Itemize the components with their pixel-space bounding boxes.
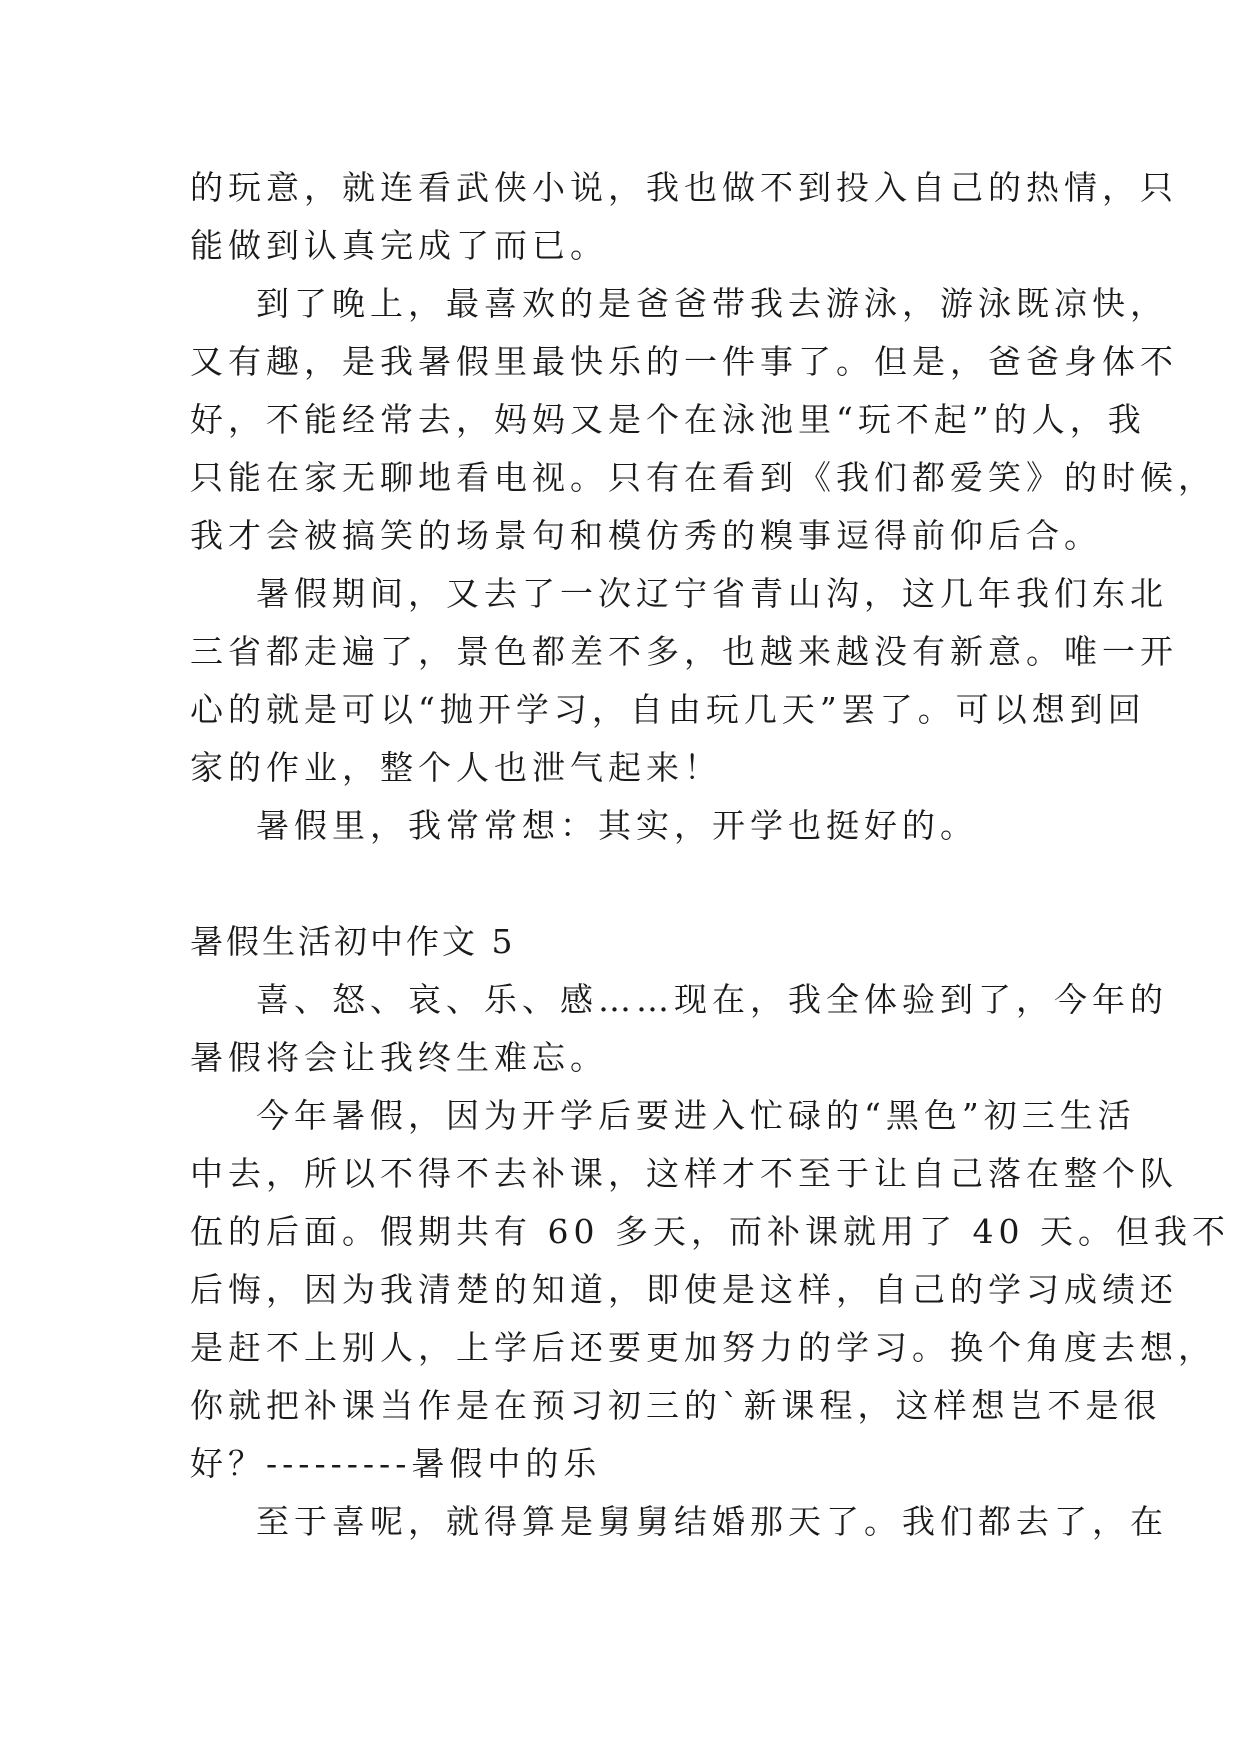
- paragraph-line: 三省都走遍了，景色都差不多，也越来越没有新意。唯一开: [190, 632, 1178, 671]
- paragraph-line: 我才会被搞笑的场景句和模仿秀的糗事逗得前仰后合。: [190, 516, 1102, 555]
- paragraph-line: 伍的后面。假期共有 60 多天，而补课就用了 40 天。但我不: [190, 1212, 1230, 1251]
- paragraph-line: 暑假将会让我终生难忘。: [190, 1038, 608, 1077]
- section-heading: 暑假生活初中作文 5: [190, 922, 516, 961]
- paragraph-line: 只能在家无聊地看电视。只有在看到《我们都爱笑》的时候，: [190, 458, 1216, 497]
- paragraph-line: 家的作业，整个人也泄气起来！: [190, 748, 722, 787]
- paragraph-line: 好，不能经常去，妈妈又是个在泳池里“玩不起”的人，我: [190, 400, 1146, 439]
- paragraph-line: 好？---------暑假中的乐: [190, 1444, 602, 1483]
- paragraph-line: 中去，所以不得不去补课，这样才不至于让自己落在整个队: [190, 1154, 1178, 1193]
- paragraph-line: 至于喜呢，就得算是舅舅结婚那天了。我们都去了，在: [256, 1502, 1168, 1541]
- paragraph-line: 暑假期间，又去了一次辽宁省青山沟，这几年我们东北: [256, 574, 1168, 613]
- paragraph-line: 又有趣，是我暑假里最快乐的一件事了。但是，爸爸身体不: [190, 342, 1178, 381]
- paragraph-line: 后悔，因为我清楚的知道，即使是这样，自己的学习成绩还: [190, 1270, 1178, 1309]
- paragraph-line: 你就把补课当作是在预习初三的`新课程，这样想岂不是很: [190, 1386, 1162, 1425]
- paragraph-line: 到了晚上，最喜欢的是爸爸带我去游泳，游泳既凉快，: [256, 284, 1168, 323]
- paragraph-line: 暑假里，我常常想：其实，开学也挺好的。: [256, 806, 978, 845]
- paragraph-line: 喜、怒、哀、乐、感……现在，我全体验到了，今年的: [256, 980, 1168, 1019]
- paragraph-line: 心的就是可以“抛开学习，自由玩几天”罢了。可以想到回: [190, 690, 1146, 729]
- paragraph-line: 是赶不上别人，上学后还要更加努力的学习。换个角度去想，: [190, 1328, 1216, 1367]
- paragraph-line: 的玩意，就连看武侠小说，我也做不到投入自己的热情，只: [190, 168, 1178, 207]
- paragraph-line: 能做到认真完成了而已。: [190, 226, 608, 265]
- paragraph-line: 今年暑假，因为开学后要进入忙碌的“黑色”初三生活: [256, 1096, 1136, 1135]
